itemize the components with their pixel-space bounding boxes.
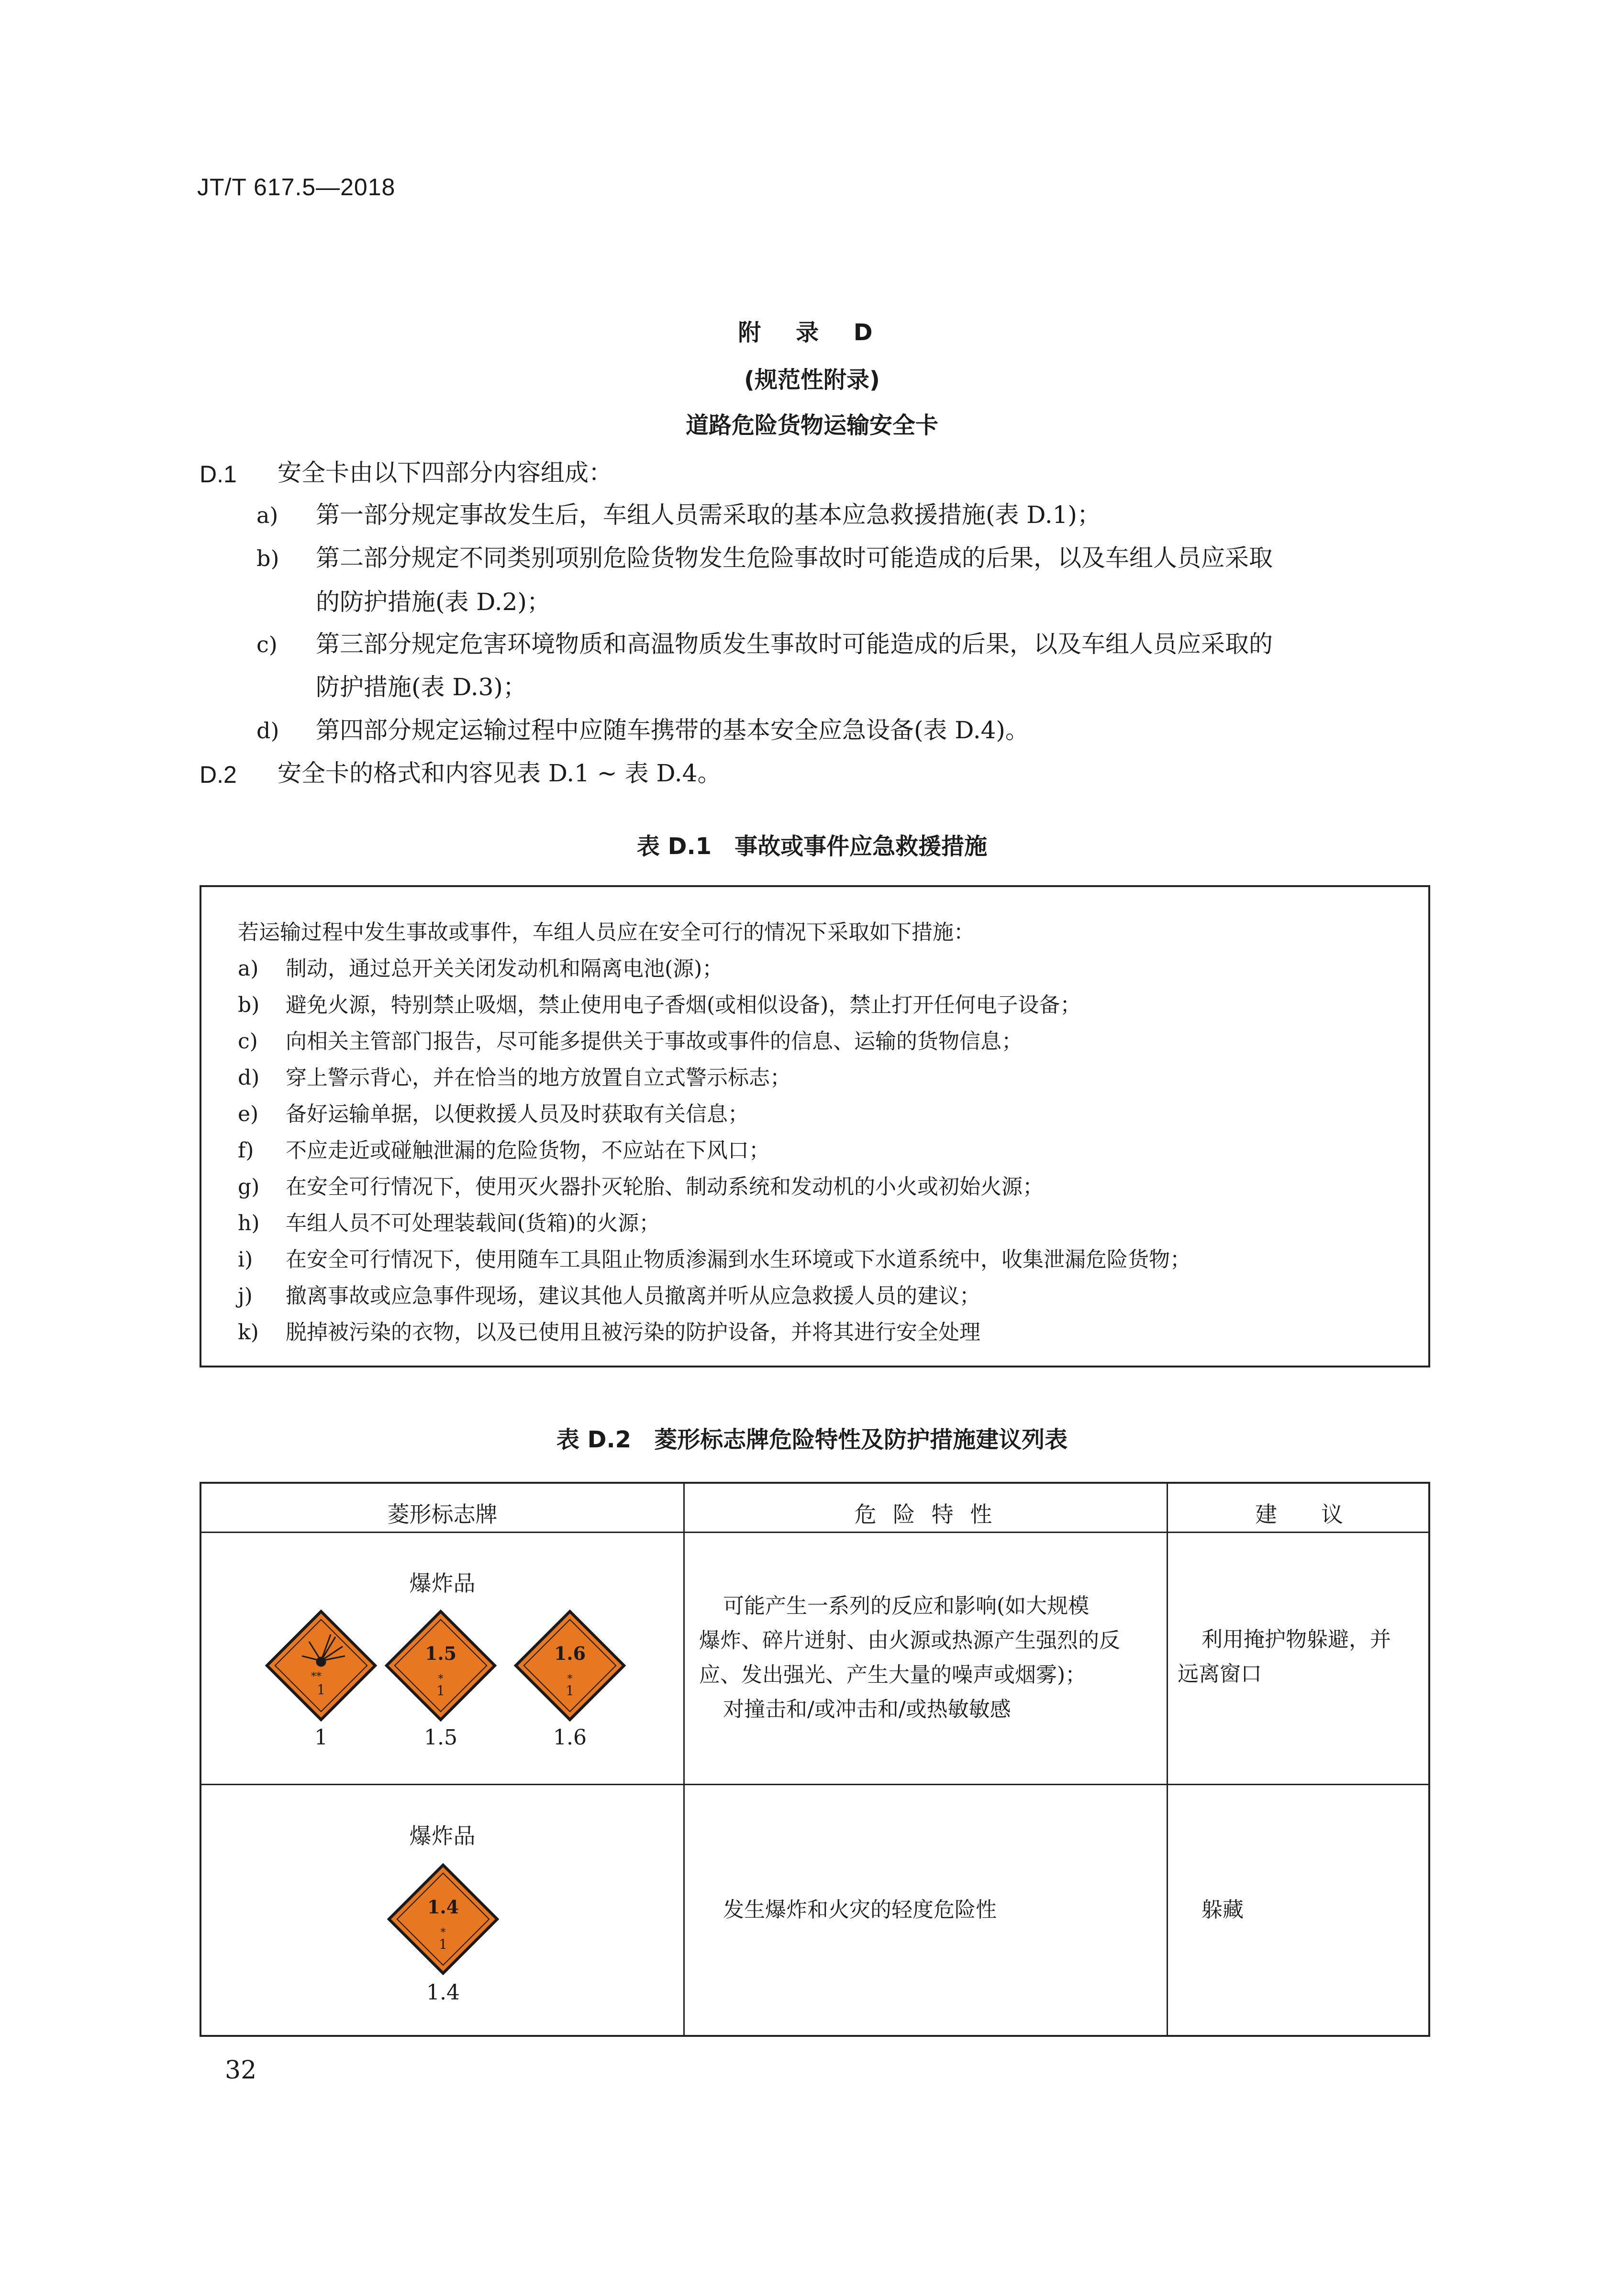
list-item-text: 在安全可行情况下，使用随车工具阻止物质渗漏到水生环境或下水道系统中，收集泄漏危险货物； <box>286 1247 1191 1272</box>
list-item <box>238 1315 980 1345</box>
explosive-placard-1 <box>264 1608 378 1723</box>
explosive-placard-1-6 <box>512 1608 627 1723</box>
placard-number: 1.5 <box>424 1643 457 1664</box>
list-item-letter: c) <box>238 1029 258 1054</box>
svg-text:**: ** <box>311 1671 322 1683</box>
list-item-letter: b) <box>238 993 260 1017</box>
list-item-letter: j) <box>238 1284 253 1308</box>
table2 <box>200 1482 1430 2037</box>
list-item-text: 备好运输单据，以便救援人员及时获取有关信息； <box>286 1102 749 1126</box>
explosive-placard-1-4 <box>386 1862 501 1977</box>
list-item <box>238 1169 1044 1200</box>
list-item-text: 脱掉被污染的衣物，以及已使用且被污染的防护设备，并将其进行安全处理 <box>286 1320 980 1345</box>
table1-intro: 若运输过程中发生事故或事件，车组人员应在安全可行的情况下采取如下措施： <box>238 920 975 945</box>
table-header-advice: 建 议 <box>1255 1501 1343 1527</box>
list-item <box>238 1133 770 1164</box>
clause-number-d2: D.2 <box>200 761 237 788</box>
d1-item-line: 的防护措施(表 D.2)； <box>316 588 551 616</box>
placard-number: 1.4 <box>427 1896 459 1918</box>
d1-item-line: 第二部分规定不同类别项别危险货物发生危险事故时可能造成的后果，以及车组人员应采取 <box>316 544 1273 572</box>
table-divider <box>201 1532 1428 1533</box>
svg-text:1: 1 <box>439 1936 447 1952</box>
table-divider <box>683 1484 685 2035</box>
list-item-letter: k) <box>238 1320 259 1345</box>
table1-box <box>200 885 1430 1367</box>
d1-item-line: 防护措施(表 D.3)； <box>316 673 527 701</box>
list-item-text: 撤离事故或应急事件现场，建议其他人员撤离并听从应急救援人员的建议； <box>286 1284 980 1308</box>
list-item <box>238 988 1081 1018</box>
d1-item-letter: a) <box>256 502 278 528</box>
advice-line: 躲藏 <box>1201 1898 1244 1922</box>
placard-category: 爆炸品 <box>409 1823 476 1849</box>
d1-item-line: 第四部分规定运输过程中应随车携带的基本安全应急设备(表 D.4)。 <box>316 716 1029 744</box>
advice-text <box>1201 1893 1244 1927</box>
list-item <box>238 1206 660 1236</box>
list-item-letter: d) <box>238 1066 260 1090</box>
clause-text-d2: 安全卡的格式和内容见表 D.1 ~ 表 D.4。 <box>278 759 722 787</box>
list-item-letter: i) <box>238 1247 253 1272</box>
table-header-placard: 菱形标志牌 <box>387 1501 498 1527</box>
explosive-placard-1-5 <box>383 1608 498 1723</box>
d1-item-letter: c) <box>256 632 278 657</box>
list-item-letter: f) <box>238 1138 254 1163</box>
hazard-line: 可能产生一系列的反应和影响(如大规模 <box>723 1594 1090 1618</box>
placard-label: 1.6 <box>553 1725 587 1750</box>
d1-item-line: 第三部分规定危害环境物质和高温物质发生事故时可能造成的后果，以及车组人员应采取的 <box>316 630 1273 658</box>
list-item <box>238 1242 1191 1273</box>
svg-text:*: * <box>567 1673 573 1685</box>
list-item <box>238 1024 1023 1055</box>
advice-line: 远离窗口 <box>1178 1662 1262 1686</box>
list-item <box>238 1060 791 1091</box>
list-item <box>238 1097 749 1127</box>
list-item-letter: e) <box>238 1102 259 1126</box>
advice-text <box>1178 1622 1426 1691</box>
svg-text:*: * <box>438 1673 444 1685</box>
list-item-text: 车组人员不可处理装载间(货箱)的火源； <box>286 1211 660 1235</box>
placard-label: 1.5 <box>424 1725 457 1750</box>
hazard-line: 爆炸、碎片迸射、由火源或热源产生强烈的反 <box>699 1628 1120 1653</box>
table-divider <box>1167 1484 1168 2035</box>
list-item-text: 穿上警示背心，并在恰当的地方放置自立式警示标志； <box>286 1066 791 1090</box>
list-item-text: 制动，通过总开关关闭发动机和隔离电池(源)； <box>286 956 723 981</box>
svg-text:*: * <box>440 1927 446 1939</box>
svg-text:1: 1 <box>317 1682 325 1698</box>
d1-item-line: 第一部分规定事故发生后，车组人员需采取的基本应急救援措施(表 D.1)； <box>316 501 1101 529</box>
appendix-normative: (规范性附录) <box>744 367 880 393</box>
table-header-hazard: 危 险 特 性 <box>854 1501 997 1527</box>
appendix-title: 道路危险货物运输安全卡 <box>685 412 938 439</box>
hazard-line: 应、发出强光、产生大量的噪声或烟雾)； <box>699 1663 1087 1687</box>
list-item-letter: g) <box>238 1175 260 1199</box>
list-item-letter: h) <box>238 1211 260 1235</box>
list-item-letter: a) <box>238 956 259 981</box>
svg-text:1: 1 <box>436 1683 445 1699</box>
clause-number-d1: D.1 <box>200 461 237 488</box>
hazard-text <box>723 1893 997 1927</box>
appendix-label: 附 录 D <box>738 319 886 346</box>
hazard-line: 对撞击和/或冲击和/或热敏敏感 <box>723 1697 1011 1722</box>
list-item-text: 向相关主管部门报告，尽可能多提供关于事故或事件的信息、运输的货物信息； <box>286 1029 1023 1054</box>
hazard-text <box>699 1589 1158 1727</box>
placard-label: 1 <box>314 1725 328 1750</box>
placard-number: 1.6 <box>554 1643 586 1664</box>
hazard-line: 发生爆炸和火灾的轻度危险性 <box>723 1898 997 1922</box>
list-item-text: 不应走近或碰触泄漏的危险货物，不应站在下风口； <box>286 1138 770 1163</box>
table2-caption: 表 D.2 菱形标志牌危险特性及防护措施建议列表 <box>556 1426 1068 1453</box>
table-divider <box>201 1784 1428 1785</box>
page-number: 32 <box>225 2056 257 2085</box>
clause-text-d1: 安全卡由以下四部分内容组成： <box>278 459 612 487</box>
list-item <box>238 951 723 982</box>
document-code: JT/T 617.5—2018 <box>197 174 396 200</box>
list-item-text: 在安全可行情况下，使用灭火器扑灭轮胎、制动系统和发动机的小火或初始火源； <box>286 1175 1044 1199</box>
d1-item-letter: d) <box>256 718 279 744</box>
d1-item-letter: b) <box>256 545 279 571</box>
placard-category: 爆炸品 <box>409 1570 476 1596</box>
list-item <box>238 1278 980 1309</box>
advice-line: 利用掩护物躲避，并 <box>1201 1627 1391 1652</box>
list-item-text: 避免火源，特别禁止吸烟，禁止使用电子香烟(或相似设备)，禁止打开任何电子设备； <box>286 993 1081 1017</box>
placard-label: 1.4 <box>426 1980 460 2005</box>
svg-text:1: 1 <box>566 1683 574 1699</box>
table1-caption: 表 D.1 事故或事件应急救援措施 <box>636 833 988 860</box>
